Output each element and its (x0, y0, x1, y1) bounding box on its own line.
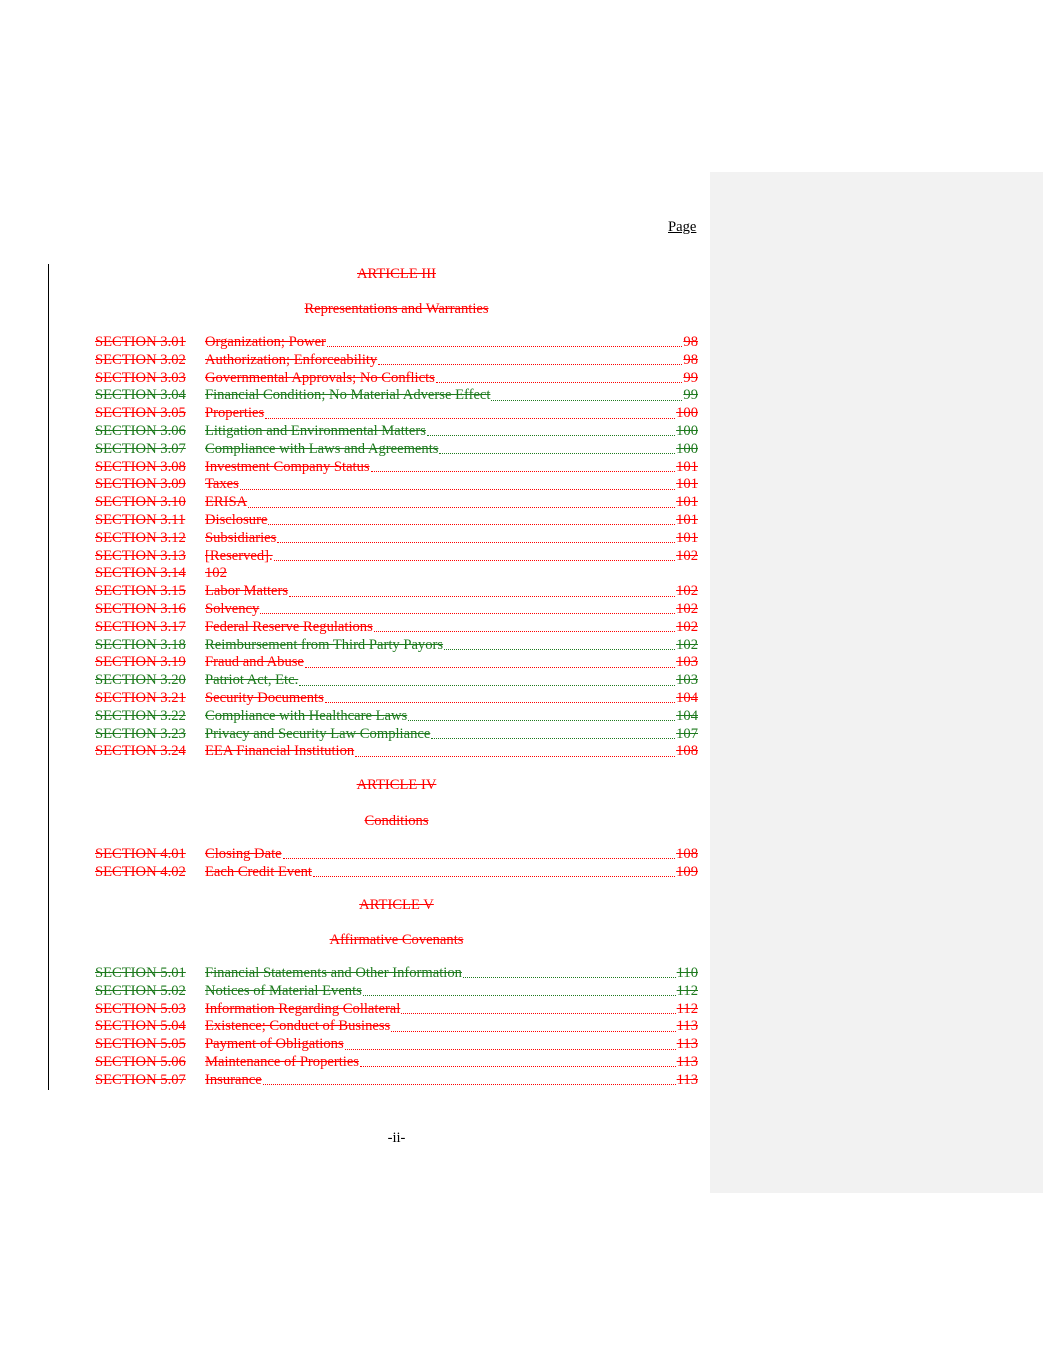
toc-entry (95, 654, 698, 672)
toc-entry (95, 672, 698, 690)
toc-section-number: SECTION 3.08 (95, 458, 186, 475)
toc-entry (95, 619, 698, 637)
toc-section-title: Governmental Approvals; No Conflicts (205, 369, 435, 386)
toc-section-number: SECTION 5.07 (95, 1071, 186, 1088)
toc-page-number: 101 (676, 494, 698, 511)
toc-dot-leader (299, 673, 675, 686)
toc-page-number: 103 (676, 672, 698, 689)
toc-section-number: SECTION 5.02 (95, 982, 186, 999)
toc-section-title: Existence; Conduct of Business (205, 1018, 391, 1035)
comment-pane (710, 172, 1043, 1193)
toc-entry (95, 583, 698, 601)
toc-dot-leader (305, 655, 675, 668)
toc-section-title: Compliance with Laws and Agreements (205, 440, 439, 457)
toc-entry (95, 846, 698, 864)
toc-dot-leader (391, 1019, 675, 1032)
toc-section-number: SECTION 3.07 (95, 440, 186, 457)
toc-entry (95, 512, 698, 530)
toc-dot-leader (268, 512, 675, 525)
toc-entry (95, 637, 698, 655)
toc-section-title: Reimbursement from Third Party Payors (205, 636, 444, 653)
toc-dot-leader (439, 441, 675, 454)
toc-entry (95, 1054, 698, 1072)
toc-entry (95, 530, 698, 548)
article-3-toc (95, 334, 698, 761)
toc-entry (95, 726, 698, 744)
toc-section-number: SECTION 3.23 (95, 725, 186, 742)
toc-section-number: SECTION 3.03 (95, 369, 186, 386)
toc-entry (95, 743, 698, 761)
toc-section-number: SECTION 5.05 (95, 1036, 186, 1053)
toc-section-number: SECTION 3.19 (95, 654, 186, 671)
toc-page-number: 101 (676, 476, 698, 493)
toc-entry (95, 1018, 698, 1036)
toc-entry (95, 334, 698, 352)
toc-entry (95, 548, 698, 566)
toc-dot-leader (371, 459, 676, 472)
toc-section-title: Maintenance of Properties (205, 1053, 359, 1070)
toc-entry (95, 459, 698, 477)
toc-section-title: Financial Condition; No Material Adverse Effect (205, 387, 491, 404)
toc-page-number: 112 (676, 1000, 698, 1017)
toc-dot-leader (401, 1001, 675, 1014)
toc-dot-leader (313, 864, 675, 877)
toc-section-number: SECTION 3.16 (95, 600, 186, 617)
toc-entry (95, 983, 698, 1001)
toc-entry (95, 690, 698, 708)
toc-section-number: SECTION 3.14 (95, 565, 186, 582)
toc-page-number: 108 (676, 743, 698, 760)
toc-page-number: 109 (676, 863, 698, 880)
toc-page-number: 101 (676, 458, 698, 475)
toc-section-title: Privacy and Security Law Compliance (205, 725, 431, 742)
toc-section-title: Security Documents (205, 689, 324, 706)
toc-dot-leader (427, 423, 675, 436)
toc-page-number: 108 (676, 846, 698, 862)
toc-page-number: 102 (676, 636, 698, 653)
toc-entry (95, 1036, 698, 1054)
page-column-label: Page (668, 219, 697, 235)
toc-section-number: SECTION 3.20 (95, 672, 186, 689)
toc-section-title: Each Credit Event (205, 863, 312, 880)
toc-dot-leader (260, 601, 675, 614)
toc-entry (95, 370, 698, 388)
toc-page-number: 102 (676, 618, 698, 635)
toc-page-number: 100 (676, 405, 698, 422)
toc-section-number: SECTION 4.01 (95, 846, 186, 862)
toc-section-title: Properties (205, 405, 265, 422)
toc-section-title: Information Regarding Collateral (205, 1000, 401, 1017)
article-4-toc (95, 846, 698, 882)
toc-section-title: Authorization; Enforceability (205, 351, 378, 368)
toc-entry (95, 565, 698, 583)
toc-page-number: 102 (676, 600, 698, 617)
toc-section-number: SECTION 3.13 (95, 547, 186, 564)
toc-entry (95, 1001, 698, 1019)
toc-dot-leader (240, 477, 675, 490)
toc-entry (95, 864, 698, 882)
toc-section-number: SECTION 3.05 (95, 405, 186, 422)
toc-dot-leader (436, 370, 683, 383)
toc-page-number: 98 (683, 351, 698, 368)
toc-page-number: 104 (676, 707, 698, 724)
toc-section-title: Taxes (205, 476, 239, 493)
toc-section-number: SECTION 3.01 (95, 334, 186, 350)
toc-entry (95, 423, 698, 441)
article-4-subtitle: Conditions (364, 813, 429, 829)
toc-section-number: SECTION 3.06 (95, 422, 186, 439)
toc-section-title: Labor Matters (205, 583, 289, 600)
toc-section-title: Litigation and Environmental Matters (205, 422, 426, 439)
toc-section-number: SECTION 5.04 (95, 1018, 186, 1035)
toc-section-number: SECTION 3.04 (95, 387, 186, 404)
toc-section-number: SECTION 3.24 (95, 743, 186, 760)
toc-dot-leader (274, 548, 675, 561)
toc-dot-leader (289, 584, 675, 597)
toc-section-title: 102 (205, 565, 227, 582)
toc-dot-leader (360, 1054, 676, 1067)
toc-page-number: 102 (676, 547, 698, 564)
toc-page-number: 113 (676, 1053, 698, 1070)
article-4-title: ARTICLE IV (356, 777, 437, 793)
toc-entry (95, 352, 698, 370)
toc-page-number: 98 (683, 334, 698, 350)
toc-dot-leader (491, 388, 682, 401)
toc-entry (95, 1072, 698, 1090)
toc-page-number: 107 (676, 725, 698, 742)
toc-section-title: Disclosure (205, 511, 268, 528)
article-5-subtitle: Affirmative Covenants (329, 932, 464, 948)
toc-dot-leader (283, 846, 675, 859)
toc-section-number: SECTION 3.09 (95, 476, 186, 493)
toc-page-number: 101 (676, 511, 698, 528)
toc-section-title: Notices of Material Events (205, 982, 362, 999)
toc-page-number: 99 (683, 387, 698, 404)
toc-section-title: [Reserved]. (205, 547, 273, 564)
toc-dot-leader (263, 1072, 676, 1085)
toc-dot-leader (408, 708, 675, 721)
toc-page-number: 99 (683, 369, 698, 386)
page-number-footer: -ii- (387, 1130, 406, 1146)
toc-section-title: Compliance with Healthcare Laws (205, 707, 408, 724)
toc-section-number: SECTION 3.02 (95, 351, 186, 368)
toc-dot-leader (363, 983, 676, 996)
toc-page-number: 100 (676, 440, 698, 457)
toc-section-title: Closing Date (205, 846, 282, 862)
article-5-toc (95, 965, 698, 1090)
toc-dot-leader (325, 690, 675, 703)
toc-section-number: SECTION 4.02 (95, 863, 186, 880)
toc-section-title: Patriot Act, Etc. (205, 672, 299, 689)
toc-section-number: SECTION 5.03 (95, 1000, 186, 1017)
toc-entry (95, 387, 698, 405)
toc-page-number: 101 (676, 529, 698, 546)
toc-page-number: 102 (676, 583, 698, 600)
toc-section-number: SECTION 3.11 (95, 511, 186, 528)
toc-dot-leader (327, 334, 682, 347)
toc-section-number: SECTION 3.21 (95, 689, 186, 706)
toc-dot-leader (277, 530, 675, 543)
article-3-title: ARTICLE III (357, 266, 436, 282)
toc-page-number: 113 (676, 1036, 698, 1053)
toc-section-number: SECTION 3.18 (95, 636, 186, 653)
toc-page-number: 110 (676, 965, 698, 981)
toc-page-number: 100 (676, 422, 698, 439)
toc-section-title: Federal Reserve Regulations (205, 618, 373, 635)
toc-section-title: Subsidiaries (205, 529, 277, 546)
change-bar (48, 264, 49, 1090)
toc-section-title: Solvency (205, 600, 260, 617)
toc-section-number: SECTION 3.22 (95, 707, 186, 724)
toc-section-number: SECTION 5.01 (95, 965, 186, 981)
toc-page-number: 112 (676, 982, 698, 999)
toc-page-number: 113 (676, 1018, 698, 1035)
toc-section-title: Organization; Power (205, 334, 326, 350)
toc-entry (95, 708, 698, 726)
toc-dot-leader (374, 619, 675, 632)
toc-entry (95, 965, 698, 983)
toc-dot-leader (463, 965, 676, 978)
toc-section-number: SECTION 3.10 (95, 494, 186, 511)
toc-entry (95, 441, 698, 459)
toc-section-title: Insurance (205, 1071, 262, 1088)
toc-dot-leader (378, 352, 682, 365)
toc-page-number: 103 (676, 654, 698, 671)
toc-entry (95, 601, 698, 619)
article-5-title: ARTICLE V (359, 897, 434, 913)
toc-dot-leader (431, 726, 675, 739)
toc-section-title: Fraud and Abuse (205, 654, 304, 671)
toc-section-number: SECTION 3.17 (95, 618, 186, 635)
toc-section-title: Investment Company Status (205, 458, 370, 475)
toc-section-title: Payment of Obligations (205, 1036, 344, 1053)
toc-section-number: SECTION 5.06 (95, 1053, 186, 1070)
toc-section-title: EEA Financial Institution (205, 743, 355, 760)
toc-dot-leader (248, 495, 675, 508)
toc-section-title: Financial Statements and Other Information (205, 965, 462, 981)
toc-section-number: SECTION 3.15 (95, 583, 186, 600)
toc-section-title: ERISA (205, 494, 248, 511)
toc-dot-leader (444, 637, 675, 650)
toc-page-number: 104 (676, 689, 698, 706)
toc-section-number: SECTION 3.12 (95, 529, 186, 546)
article-3-subtitle: Representations and Warranties (304, 301, 489, 317)
toc-entry (95, 494, 698, 512)
toc-page-number: 113 (676, 1071, 698, 1088)
toc-dot-leader (345, 1037, 676, 1050)
toc-dot-leader (355, 744, 675, 757)
toc-entry (95, 476, 698, 494)
toc-entry (95, 405, 698, 423)
toc-dot-leader (265, 406, 675, 419)
